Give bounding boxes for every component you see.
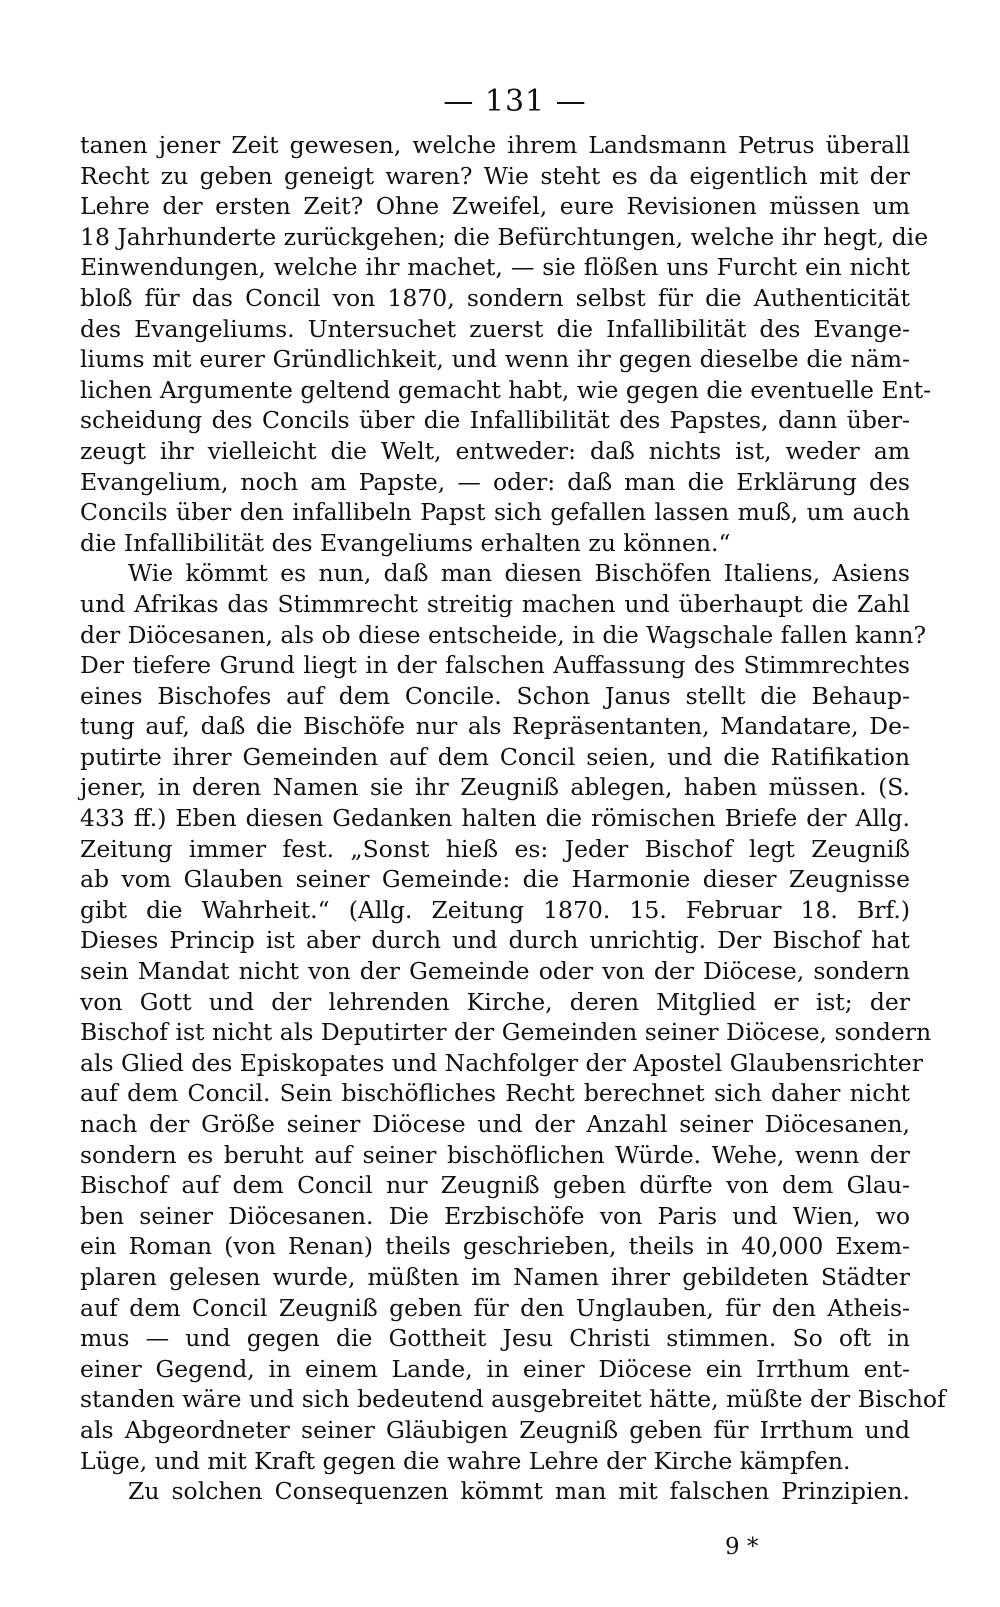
text-line: putirte ihrer Gemeinden auf dem Concil seien, und die Ratifikation bbox=[80, 742, 910, 771]
text-line: Bischof auf dem Concil nur Zeugniß geben dürfte von dem Glau- bbox=[80, 1171, 910, 1200]
text-line: des Evangeliums. Untersuchet zuerst die Infallibilität des Evange- bbox=[80, 314, 910, 343]
text-line: plaren gelesen wurde, müßten im Namen ihrer gebildeten Städter bbox=[80, 1262, 910, 1291]
text-line: auf dem Concil Zeugniß geben für den Unglauben, für den Atheis- bbox=[80, 1293, 910, 1322]
text-line: mus — und gegen die Gottheit Jesu Christi stimmen. So oft in bbox=[80, 1324, 910, 1353]
page-number: — 131 — bbox=[443, 84, 587, 119]
text-line: gibt die Wahrheit.“ (Allg. Zeitung 1870. 15. Februar 18. Brf.) bbox=[80, 895, 910, 924]
text-line: als Glied des Episkopates und Nachfolger der Apostel Glaubensrichter bbox=[80, 1048, 923, 1077]
text-line: liums mit eurer Gründlichkeit, und wenn ihr gegen dieselbe die näm- bbox=[80, 345, 910, 374]
text-line: eines Bischofes auf dem Concile. Schon Janus stellt die Behaup- bbox=[80, 681, 910, 710]
text-line: zeugt ihr vielleicht die Welt, entweder: daß nichts ist, weder am bbox=[80, 436, 910, 465]
text-line: Der tiefere Grund liegt in der falschen Auffassung des Stimmrechtes bbox=[80, 651, 910, 680]
text-line: standen wäre und sich bedeutend ausgebreitet hätte, müßte der Bischof bbox=[80, 1385, 946, 1414]
text-line: lichen Argumente geltend gemacht habt, wie gegen die eventuelle Ent- bbox=[80, 375, 932, 404]
text-line: als Abgeordneter seiner Gläubigen Zeugniß geben für Irrthum und bbox=[80, 1415, 910, 1444]
text-line: Einwendungen, welche ihr machet, — sie flößen uns Furcht ein nicht bbox=[80, 253, 910, 282]
text-line: die Infallibilität des Evangeliums erhalten zu können.“ bbox=[80, 528, 731, 557]
text-line: Concils über den infallibeln Papst sich gefallen lassen muß, um auch bbox=[80, 498, 910, 527]
text-line: sondern es beruht auf seiner bischöflichen Würde. Wehe, wenn der bbox=[80, 1140, 910, 1169]
text-line: ab vom Glauben seiner Gemeinde: die Harmonie dieser Zeugnisse bbox=[80, 865, 910, 894]
text-line: Recht zu geben geneigt waren? Wie steht es da eigentlich mit der bbox=[80, 161, 910, 190]
text-line: einer Gegend, in einem Lande, in einer Diöcese ein Irrthum ent- bbox=[80, 1354, 910, 1383]
signature-mark: 9 * bbox=[725, 1534, 759, 1560]
text-line: tanen jener Zeit gewesen, welche ihrem Landsmann Petrus überall bbox=[80, 131, 910, 159]
text-line: Zeitung immer fest. „Sonst hieß es: Jeder Bischof legt Zeugniß bbox=[80, 834, 910, 863]
text-line: und Afrikas das Stimmrecht streitig machen und überhaupt die Zahl bbox=[80, 589, 910, 618]
text-line: bloß für das Concil von 1870, sondern selbst für die Authenticität bbox=[80, 283, 910, 312]
text-line: Bischof ist nicht als Deputirter der Gemeinden seiner Diöcese, sondern bbox=[80, 1018, 932, 1047]
text-line: Dieses Princip ist aber durch und durch unrichtig. Der Bischof hat bbox=[80, 926, 910, 955]
text-line: der Diöcesanen, als ob diese entscheide, in die Wagschale fallen kann? bbox=[80, 620, 927, 649]
text-line: tung auf, daß die Bischöfe nur als Repräsentanten, Mandatare, De- bbox=[80, 712, 910, 741]
text-line: 433 ff.) Eben diesen Gedanken halten die römischen Briefe der Allg. bbox=[80, 804, 910, 833]
text-line: Zu solchen Consequenzen kömmt man mit falschen Prinzipien. bbox=[128, 1477, 910, 1506]
text-line: scheidung des Concils über die Infallibilität des Papstes, dann über- bbox=[80, 406, 910, 435]
text-line: ben seiner Diöcesanen. Die Erzbischöfe von Paris und Wien, wo bbox=[80, 1201, 910, 1230]
body-text bbox=[80, 130, 946, 1507]
text-line: auf dem Concil. Sein bischöfliches Recht berechnet sich daher nicht bbox=[80, 1079, 910, 1108]
text-line: Wie kömmt es nun, daß man diesen Bischöfen Italiens, Asiens bbox=[128, 559, 910, 588]
text-line: jener, in deren Namen sie ihr Zeugniß ablegen, haben müssen. (S. bbox=[80, 773, 910, 802]
text-line: nach der Größe seiner Diöcese und der Anzahl seiner Diöcesanen, bbox=[80, 1110, 910, 1138]
text-line: ein Roman (von Renan) theils geschrieben, theils in 40,000 Exem- bbox=[80, 1232, 910, 1261]
text-line: Lehre der ersten Zeit? Ohne Zweifel, eure Revisionen müssen um bbox=[80, 192, 910, 221]
text-line: Evangelium, noch am Papste, — oder: daß man die Erklärung des bbox=[80, 467, 910, 496]
text-line: von Gott und der lehrenden Kirche, deren Mitglied er ist; der bbox=[80, 987, 910, 1016]
text-line: Lüge, und mit Kraft gegen die wahre Lehre der Kirche kämpfen. bbox=[80, 1446, 851, 1475]
text-line: sein Mandat nicht von der Gemeinde oder von der Diöcese, sondern bbox=[80, 957, 910, 986]
text-line: 18 Jahrhunderte zurückgehen; die Befürchtungen, welche ihr hegt, die bbox=[80, 222, 929, 251]
